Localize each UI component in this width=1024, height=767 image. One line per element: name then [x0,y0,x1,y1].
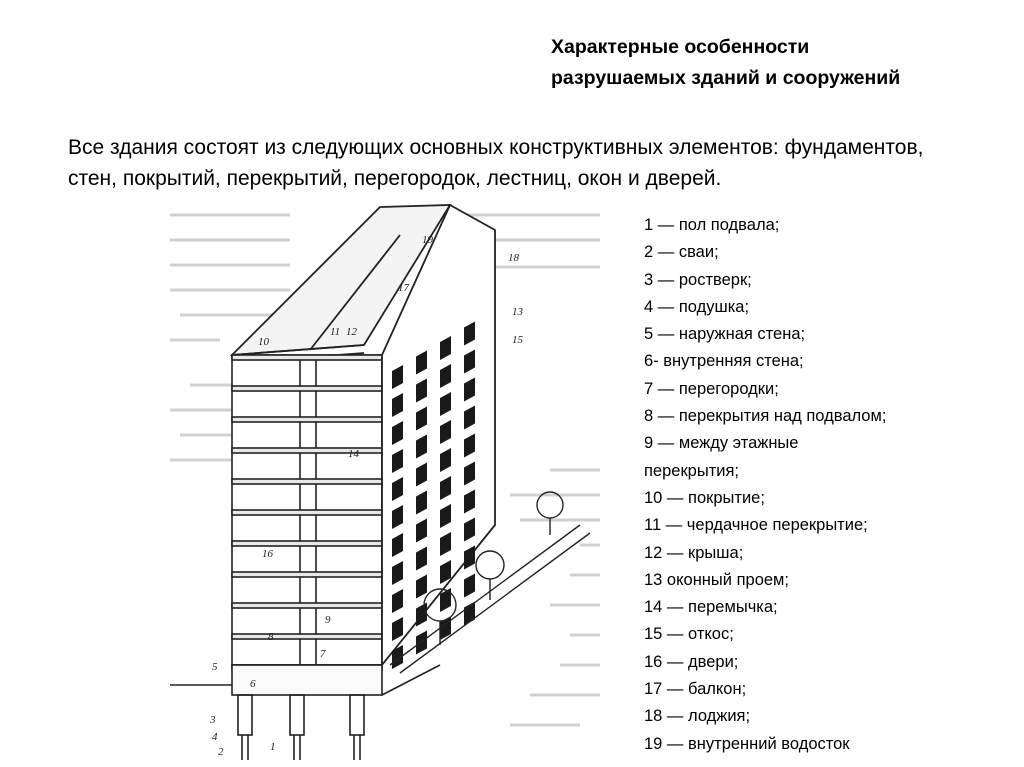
legend-item: 15 — откос; [644,625,734,644]
callout-label: 2 [218,746,224,758]
legend-item: 13 оконный проем; [644,570,789,589]
callout-label: 9 [325,614,331,626]
legend-item: перекрытия; [644,461,740,480]
title-line-1: Характерные особенности [551,36,810,58]
legend-item: 4 — подушка; [644,297,750,316]
callout-label: 13 [512,306,523,318]
callout-label: 19 [422,234,433,246]
callout-label: 15 [512,334,523,346]
callout-label: 1 [270,741,276,753]
callout-label: 4 [212,731,218,743]
callout-label: 14 [348,448,359,460]
legend-item: 16 — двери; [644,652,739,671]
legend-item: 14 — перемычка; [644,598,778,617]
callout-label: 16 [262,548,273,560]
legend-item: 8 — перекрытия над подвалом; [644,407,887,426]
legend-item: 19 — внутренний водосток [644,734,850,753]
legend-item: 5 — наружная стена; [644,325,806,344]
window [464,573,475,597]
legend-item: 10 — покрытие; [644,488,765,507]
floor-slab [232,603,382,608]
callout-label: 5 [212,661,218,673]
floor-slab [232,417,382,422]
floor-slab [232,386,382,391]
callout-label: 11 [330,326,341,338]
floor-slab [232,479,382,484]
slide-title [551,32,991,94]
building-diagram-svg [150,195,610,765]
floor-slab [232,572,382,577]
callout-label: 6 [250,678,256,690]
floor-slab [232,541,382,546]
title-line-2: разрушаемых зданий и сооружений [551,67,901,89]
legend-item: 1 — пол подвала; [644,216,780,234]
callout-label: 17 [398,282,409,294]
callout-label: 12 [346,326,357,338]
floor-slab [232,448,382,453]
legend-item: 18 — лоджия; [644,707,751,726]
legend-item: 6- внутренняя стена; [644,352,804,371]
floor-slab [232,355,382,360]
floor-slab [232,510,382,515]
callout-label: 18 [508,252,519,264]
legend-item: 3 — ростверк; [644,270,752,289]
callout-label: 8 [268,631,274,643]
legend-item: 17 — балкон; [644,680,747,699]
legend-item: 11 — чердачное перекрытие; [644,516,868,535]
intro-text: Все здания состоят из следующих основных конструктивных элементов: фундаментов, стен, покрытий, перекрытий, перегородок, лестниц, окон и дверей. [68,136,924,190]
legend-item: 2 — сваи; [644,243,719,262]
building-diagram [150,195,610,765]
callout-label: 7 [320,648,326,660]
legend-item: 9 — между этажные [644,434,799,453]
foundation [170,665,440,760]
legend-item: 7 — перегородки; [644,379,779,398]
floor-slab [232,634,382,639]
callout-label: 3 [210,714,216,726]
legend-list [644,212,1004,758]
legend-item: 12 — крыша; [644,543,744,562]
callout-label: 10 [258,336,269,348]
